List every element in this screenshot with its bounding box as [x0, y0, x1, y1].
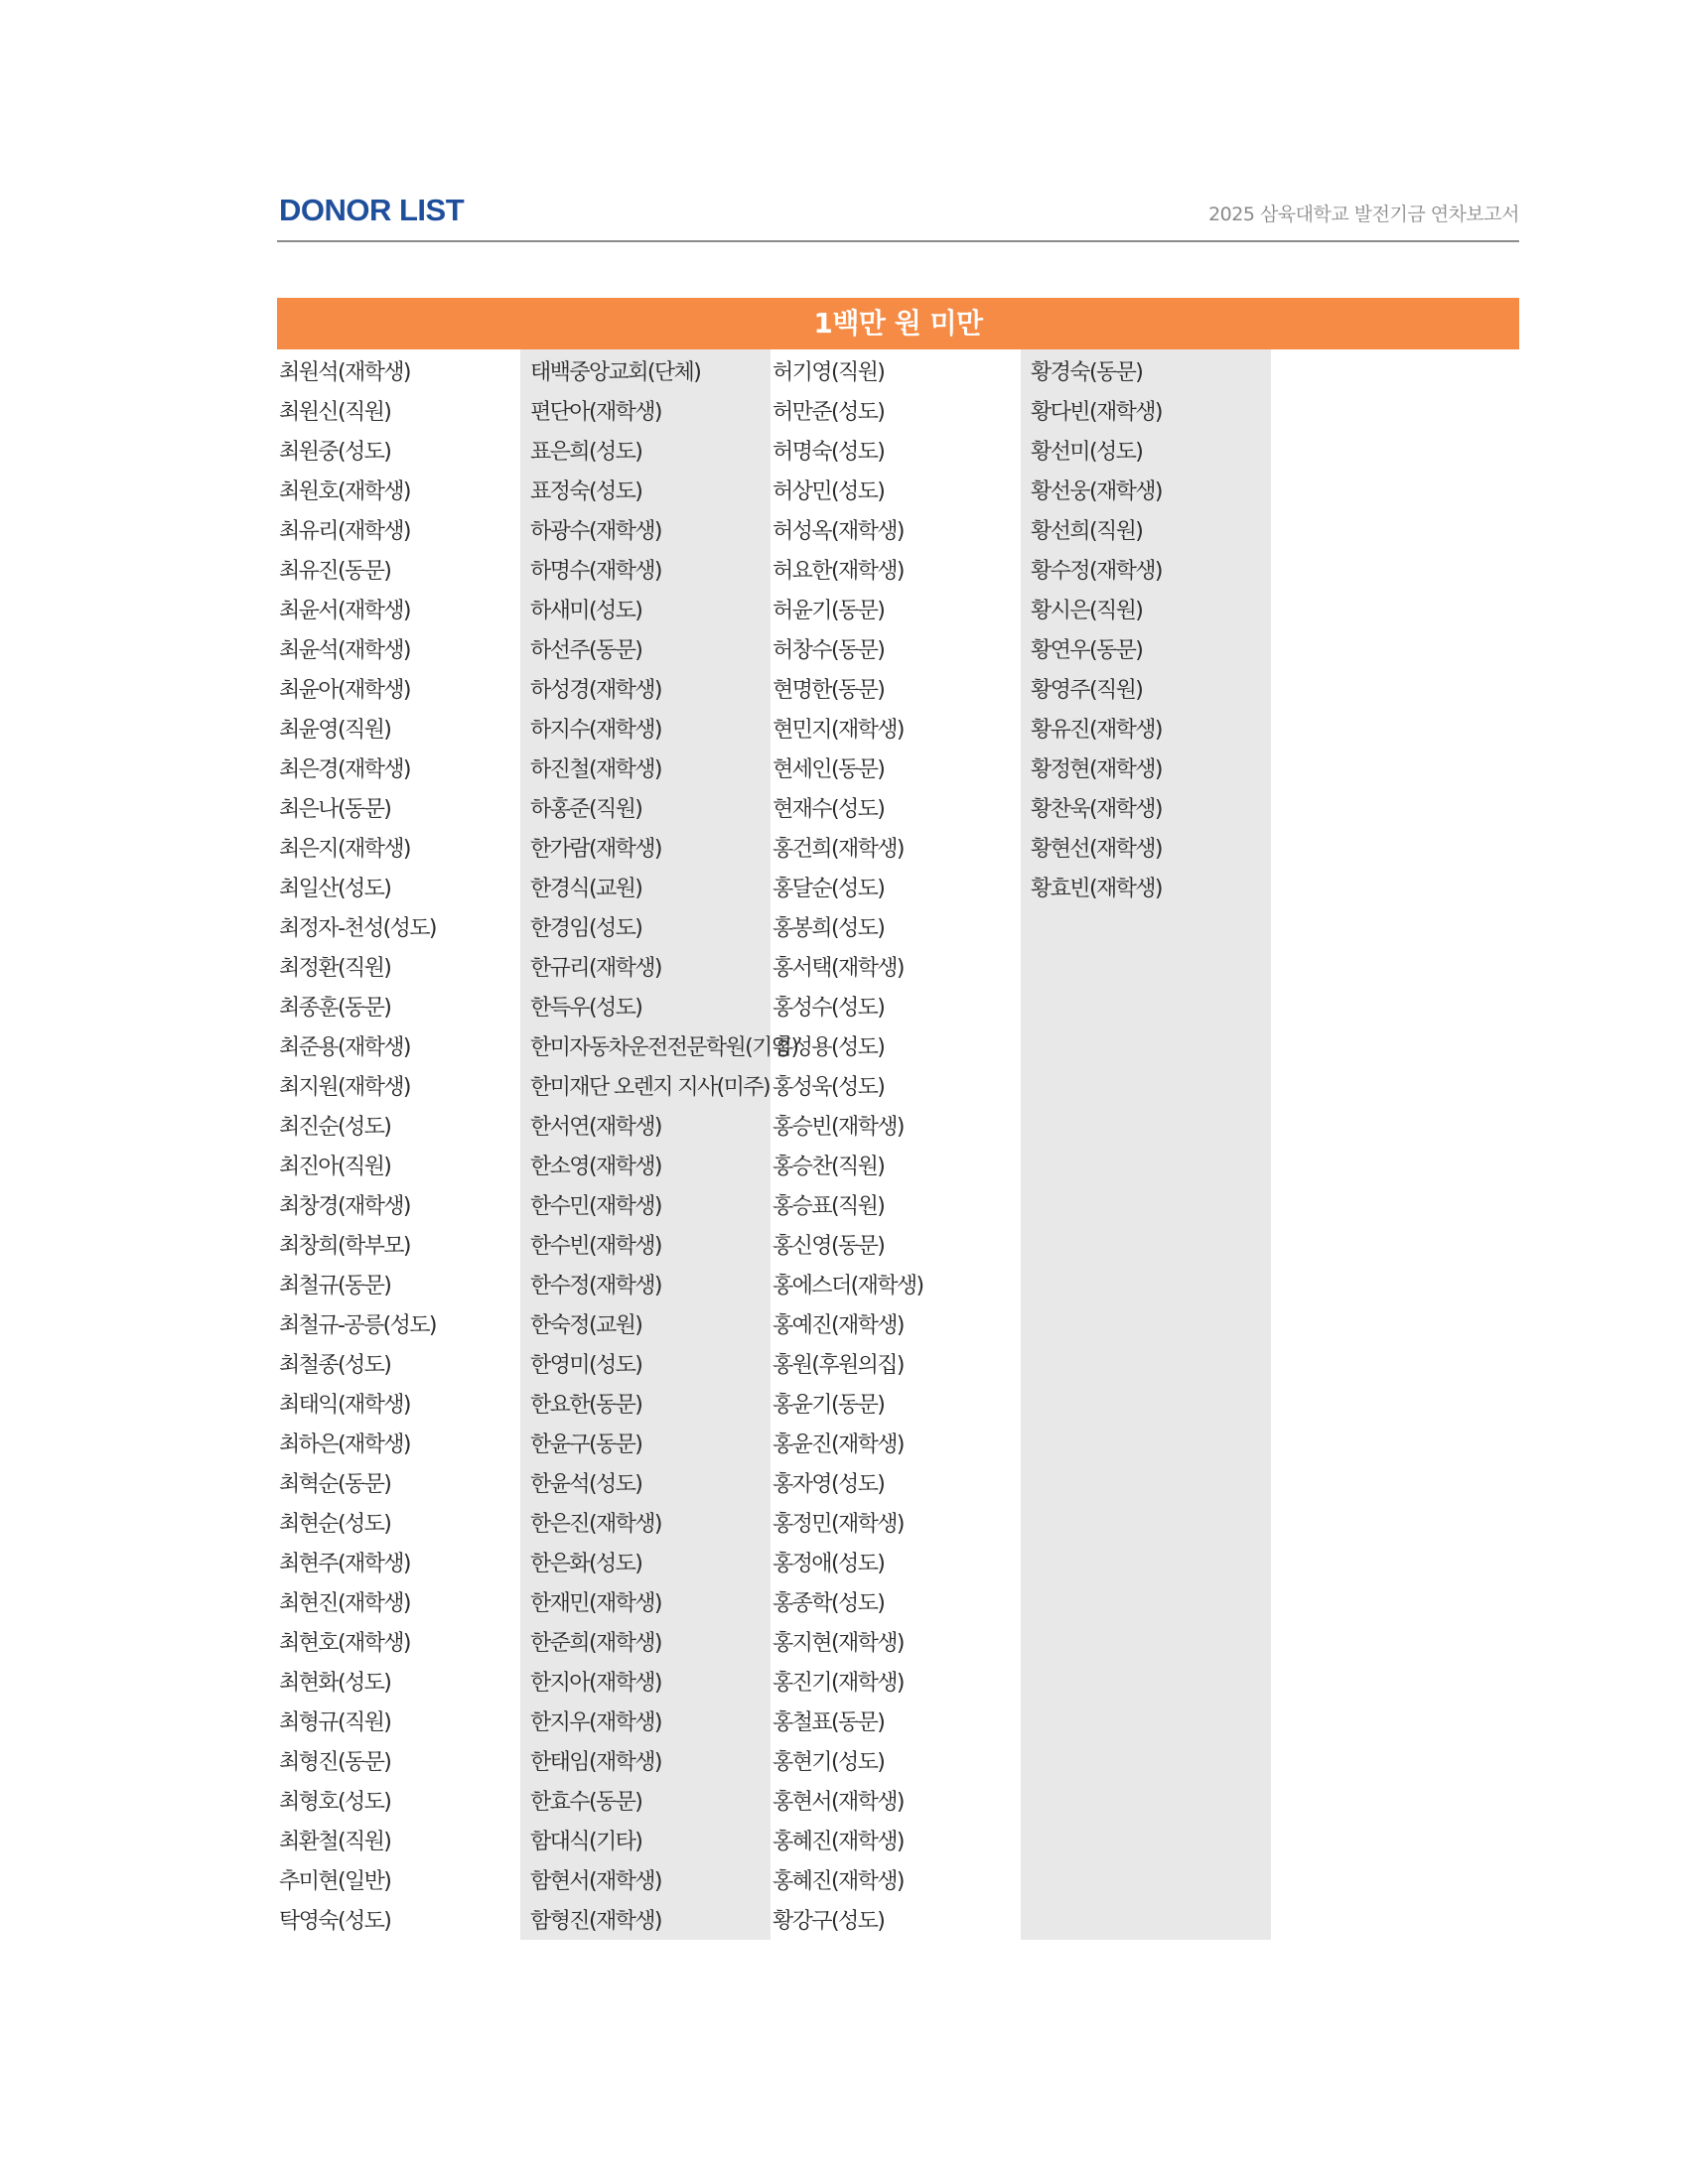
donor-entry: 홍서택(재학생) — [773, 956, 904, 981]
donor-entry: 황경숙(동문) — [1031, 360, 1143, 385]
donor-entry: 최현진(재학생) — [279, 1591, 410, 1616]
donor-entry: 한수빈(재학생) — [530, 1234, 661, 1259]
donor-entry: 허기영(직원) — [773, 360, 885, 385]
donor-entry: 홍신영(동문) — [773, 1234, 885, 1259]
donor-entry: 최원석(재학생) — [279, 360, 410, 385]
donor-list — [771, 349, 1021, 1942]
donor-list — [277, 349, 527, 1942]
donor-entry: 한태임(재학생) — [530, 1750, 661, 1775]
donor-entry: 하성경(재학생) — [530, 678, 661, 703]
donor-entry: 최현순(성도) — [279, 1512, 391, 1537]
donor-entry: 홍정애(성도) — [773, 1552, 885, 1576]
donor-entry: 한경임(성도) — [530, 916, 642, 941]
donor-entry: 함현서(재학생) — [530, 1869, 661, 1894]
donor-entry: 함대식(기타) — [530, 1830, 642, 1854]
donor-entry: 한효수(동문) — [530, 1790, 642, 1815]
section-title-bar: 1백만 원 미만 — [277, 298, 1519, 349]
donor-entry: 최은나(동문) — [279, 797, 391, 822]
donor-entry: 홍원(후원의집) — [773, 1353, 904, 1378]
donor-entry: 황다빈(재학생) — [1031, 400, 1162, 425]
donor-entry: 최진아(직원) — [279, 1155, 391, 1179]
donor-entry: 한수민(재학생) — [530, 1194, 661, 1219]
donor-column-2 — [520, 349, 798, 1940]
donor-entry: 최창경(재학생) — [279, 1194, 410, 1219]
donor-entry: 최철종(성도) — [279, 1353, 391, 1378]
donor-entry: 최윤석(재학생) — [279, 638, 410, 663]
donor-entry: 한수정(재학생) — [530, 1274, 661, 1298]
donor-entry: 허요한(재학생) — [773, 559, 904, 584]
donor-entry: 현민지(재학생) — [773, 718, 904, 743]
donor-entry: 홍혜진(재학생) — [773, 1830, 904, 1854]
donor-entry: 한숙정(교원) — [530, 1313, 642, 1338]
donor-entry: 홍승찬(직원) — [773, 1155, 885, 1179]
donor-entry: 최원호(재학생) — [279, 479, 410, 504]
donor-entry: 하새미(성도) — [530, 599, 642, 623]
donor-entry: 최철규(동문) — [279, 1274, 391, 1298]
page-header — [277, 187, 1519, 242]
donor-entry: 한지아(재학생) — [530, 1671, 661, 1696]
donor-entry: 최은지(재학생) — [279, 837, 410, 862]
donor-entry: 황선웅(재학생) — [1031, 479, 1162, 504]
donor-entry: 한영미(성도) — [530, 1353, 642, 1378]
donor-entry: 한준희(재학생) — [530, 1631, 661, 1656]
donor-entry: 한미자동차운전전문학원(기업) — [530, 1035, 798, 1060]
donor-entry: 최형규(직원) — [279, 1710, 391, 1735]
donor-entry: 황찬욱(재학생) — [1031, 797, 1162, 822]
donor-entry: 홍에스더(재학생) — [773, 1274, 923, 1298]
donor-entry: 홍승표(직원) — [773, 1194, 885, 1219]
donor-entry: 최윤서(재학생) — [279, 599, 410, 623]
donor-entry: 허성옥(재학생) — [773, 519, 904, 544]
donor-column-3 — [771, 349, 1021, 1940]
donor-entry: 최태익(재학생) — [279, 1393, 410, 1418]
donor-entry: 허만준(성도) — [773, 400, 885, 425]
donor-entry: 황선희(직원) — [1031, 519, 1143, 544]
donor-entry: 한경식(교원) — [530, 877, 642, 901]
donor-entry: 최일산(성도) — [279, 877, 391, 901]
donor-entry: 홍진기(재학생) — [773, 1671, 904, 1696]
donor-entry: 현명한(동문) — [773, 678, 885, 703]
donor-entry: 황영주(직원) — [1031, 678, 1143, 703]
donor-entry: 하지수(재학생) — [530, 718, 661, 743]
donor-entry: 한윤석(성도) — [530, 1472, 642, 1497]
donor-entry: 홍건희(재학생) — [773, 837, 904, 862]
donor-entry: 한은진(재학생) — [530, 1512, 661, 1537]
donor-entry: 탁영숙(성도) — [279, 1909, 391, 1934]
donor-entry: 황선미(성도) — [1031, 440, 1143, 465]
donor-entry: 최정자-천성(성도) — [279, 916, 436, 941]
donor-entry: 홍성용(성도) — [773, 1035, 885, 1060]
donor-entry: 홍윤기(동문) — [773, 1393, 885, 1418]
donor-entry: 홍지현(재학생) — [773, 1631, 904, 1656]
donor-list — [1021, 349, 1271, 909]
donor-entry: 최윤영(직원) — [279, 718, 391, 743]
donor-entry: 한규리(재학생) — [530, 956, 661, 981]
donor-entry: 홍현기(성도) — [773, 1750, 885, 1775]
donor-entry: 최진순(성도) — [279, 1115, 391, 1140]
donor-entry: 홍정민(재학생) — [773, 1512, 904, 1537]
donor-entry: 홍현서(재학생) — [773, 1790, 904, 1815]
donor-entry: 홍자영(성도) — [773, 1472, 885, 1497]
donor-entry: 황강구(성도) — [773, 1909, 885, 1934]
donor-entry: 최지원(재학생) — [279, 1075, 410, 1100]
donor-entry: 최현주(재학생) — [279, 1552, 410, 1576]
donor-entry: 홍예진(재학생) — [773, 1313, 904, 1338]
donor-entry: 한재민(재학생) — [530, 1591, 661, 1616]
donor-entry: 황수정(재학생) — [1031, 559, 1162, 584]
donor-entry: 최환철(직원) — [279, 1830, 391, 1854]
donor-entry: 태백중앙교회(단체) — [530, 360, 701, 385]
donor-entry: 하홍준(직원) — [530, 797, 642, 822]
donor-entry: 홍승빈(재학생) — [773, 1115, 904, 1140]
donor-entry: 최하은(재학생) — [279, 1433, 410, 1457]
donor-entry: 홍달순(성도) — [773, 877, 885, 901]
donor-entry: 최준용(재학생) — [279, 1035, 410, 1060]
donor-entry: 추미현(일반) — [279, 1869, 391, 1894]
donor-entry: 한득우(성도) — [530, 996, 642, 1021]
donor-entry: 표정숙(성도) — [530, 479, 642, 504]
donor-entry: 표은희(성도) — [530, 440, 642, 465]
donor-entry: 최정환(직원) — [279, 956, 391, 981]
donor-entry: 허상민(성도) — [773, 479, 885, 504]
report-subtitle: 2025 삼육대학교 발전기금 연차보고서 — [1208, 204, 1519, 225]
donor-entry: 현재수(성도) — [773, 797, 885, 822]
donor-entry: 홍종학(성도) — [773, 1591, 885, 1616]
donor-entry: 최철규-공릉(성도) — [279, 1313, 436, 1338]
donor-entry: 황연우(동문) — [1031, 638, 1143, 663]
donor-entry: 허창수(동문) — [773, 638, 885, 663]
donor-entry: 한지우(재학생) — [530, 1710, 661, 1735]
donor-entry: 홍혜진(재학생) — [773, 1869, 904, 1894]
donor-entry: 최현호(재학생) — [279, 1631, 410, 1656]
donor-entry: 홍철표(동문) — [773, 1710, 885, 1735]
donor-entry: 최혁순(동문) — [279, 1472, 391, 1497]
donor-entry: 최원신(직원) — [279, 400, 391, 425]
donor-entry: 최형진(동문) — [279, 1750, 391, 1775]
donor-entry: 한미재단 오렌지 지사(미주) — [530, 1075, 770, 1100]
donor-entry: 하광수(재학생) — [530, 519, 661, 544]
donor-entry: 최은경(재학생) — [279, 757, 410, 782]
donor-entry: 한소영(재학생) — [530, 1155, 661, 1179]
donor-entry: 한은화(성도) — [530, 1552, 642, 1576]
donor-entry: 최유진(동문) — [279, 559, 391, 584]
donor-entry: 황유진(재학생) — [1031, 718, 1162, 743]
donor-entry: 최원중(성도) — [279, 440, 391, 465]
donor-list — [520, 349, 798, 1942]
donor-entry: 홍성수(성도) — [773, 996, 885, 1021]
page-title: DONOR LIST — [279, 193, 465, 227]
donor-entry: 한윤구(동문) — [530, 1433, 642, 1457]
donor-entry: 편단아(재학생) — [530, 400, 661, 425]
donor-entry: 홍성욱(성도) — [773, 1075, 885, 1100]
donor-entry: 홍윤진(재학생) — [773, 1433, 904, 1457]
donor-entry: 하선주(동문) — [530, 638, 642, 663]
donor-entry: 함형진(재학생) — [530, 1909, 661, 1934]
donor-entry: 최창희(학부모) — [279, 1234, 410, 1259]
donor-entry: 황시은(직원) — [1031, 599, 1143, 623]
donor-entry: 최윤아(재학생) — [279, 678, 410, 703]
donor-entry: 홍봉희(성도) — [773, 916, 885, 941]
donor-entry: 최유리(재학생) — [279, 519, 410, 544]
donor-entry: 한서연(재학생) — [530, 1115, 661, 1140]
donor-entry: 한가람(재학생) — [530, 837, 661, 862]
donor-entry: 황현선(재학생) — [1031, 837, 1162, 862]
donor-entry: 현세인(동문) — [773, 757, 885, 782]
donor-column-1 — [277, 349, 527, 1940]
donor-entry: 황정현(재학생) — [1031, 757, 1162, 782]
donor-entry: 하진철(재학생) — [530, 757, 661, 782]
donor-column-4 — [1021, 349, 1271, 1940]
donor-entry: 최현화(성도) — [279, 1671, 391, 1696]
donor-entry: 최형호(성도) — [279, 1790, 391, 1815]
donor-entry: 허윤기(동문) — [773, 599, 885, 623]
donor-entry: 황효빈(재학생) — [1031, 877, 1162, 901]
donor-entry: 한요한(동문) — [530, 1393, 642, 1418]
donor-entry: 하명수(재학생) — [530, 559, 661, 584]
donor-entry: 허명숙(성도) — [773, 440, 885, 465]
donor-columns — [277, 349, 1278, 1940]
donor-entry: 최종훈(동문) — [279, 996, 391, 1021]
